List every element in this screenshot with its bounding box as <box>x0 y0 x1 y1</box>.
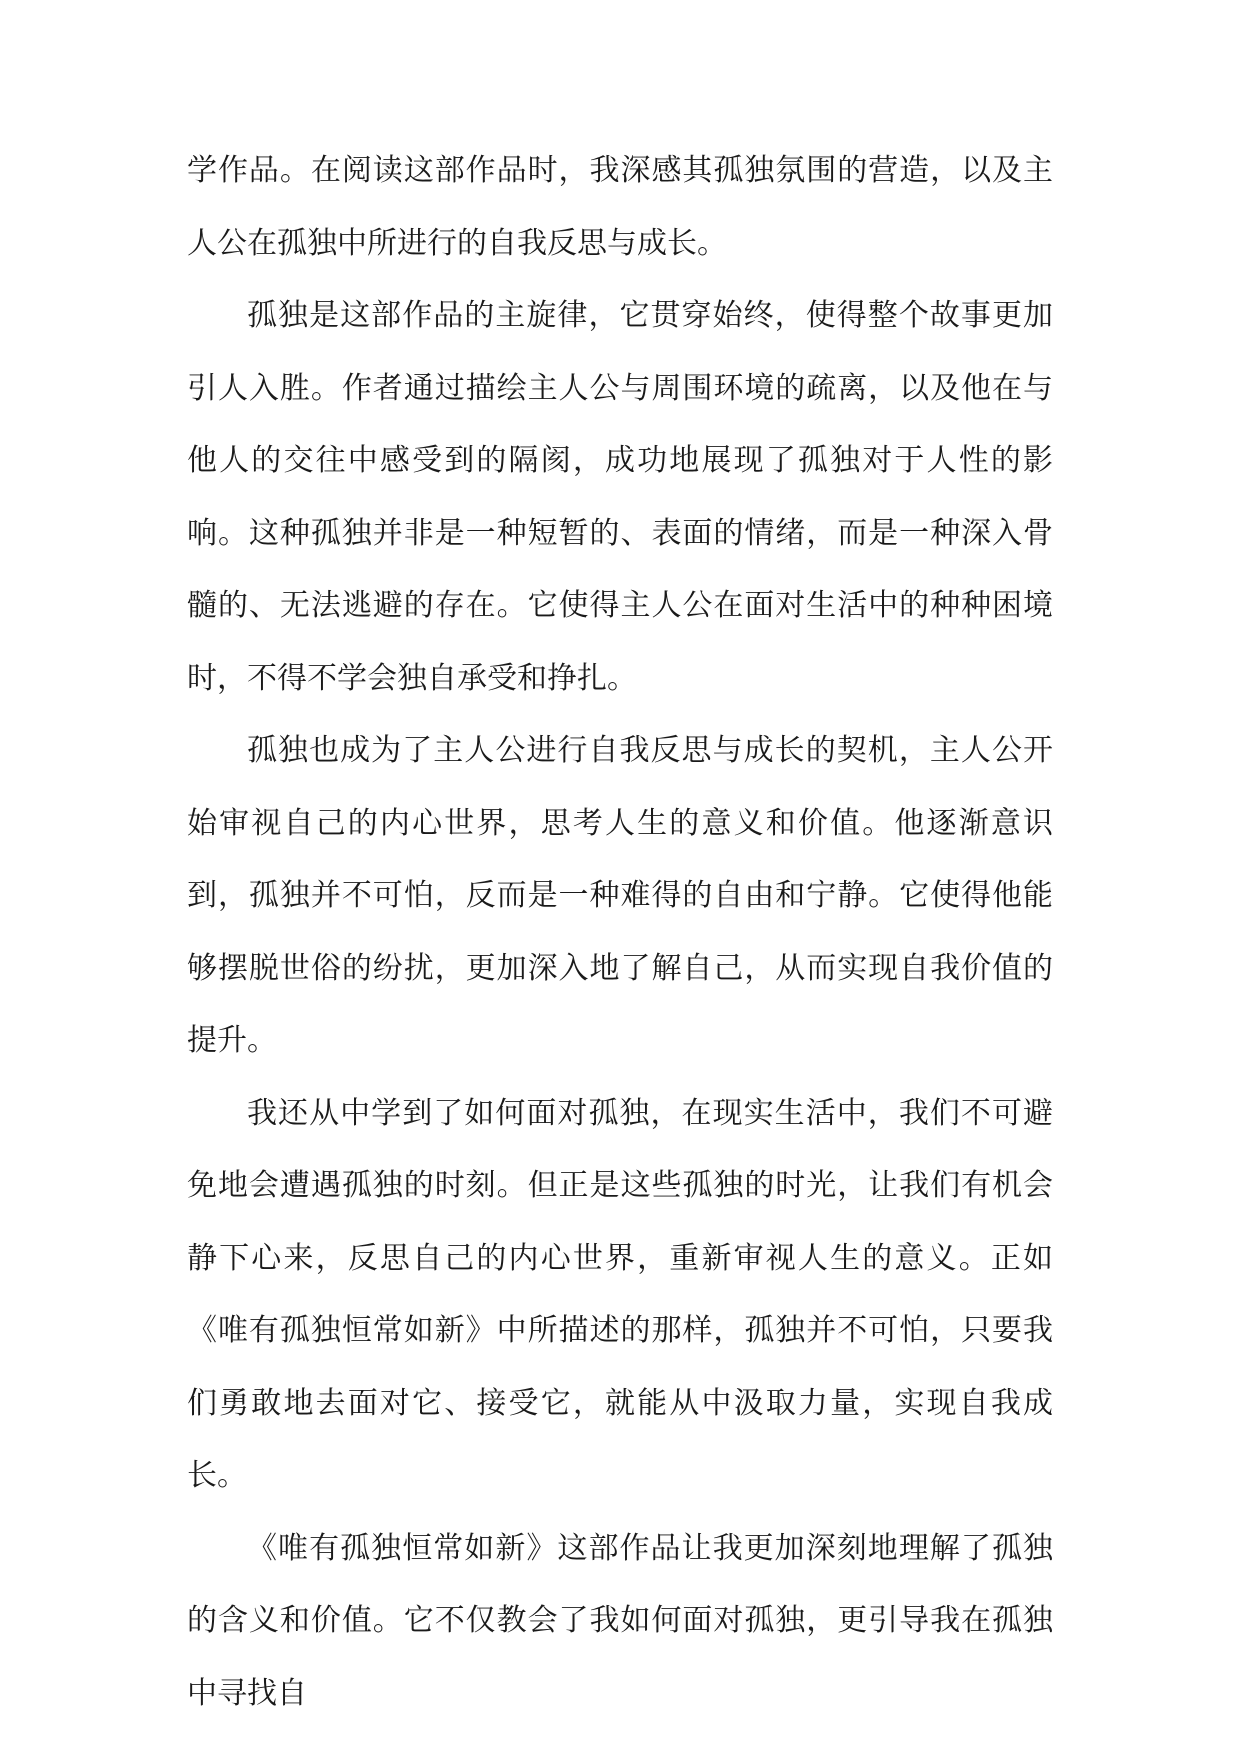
paragraph-1: 学作品。在阅读这部作品时，我深感其孤独氛围的营造，以及主人公在孤独中所进行的自我反思与成长。 <box>187 153 1053 261</box>
paragraph-4: 我还从中学到了如何面对孤独，在现实生活中，我们不可避免地会遭遇孤独的时刻。但正是这些孤独的时光，让我们有机会静下心来，反思自己的内心世界，重新审视人生的意义。正如《唯有孤独恒常如新》中所描述的那样，孤独并不可怕，只要我们勇敢地去面对它、接受它，就能从中汲取力量，实现自我成长。 <box>187 1095 1053 1493</box>
body-text <box>187 135 1053 1730</box>
paragraph-2: 孤独是这部作品的主旋律，它贯穿始终，使得整个故事更加引人入胜。作者通过描绘主人公与周围环境的疏离，以及他在与他人的交往中感受到的隔阂，成功地展现了孤独对于人性的影响。这种孤独并非是一种短暂的、表面的情绪，而是一种深入骨髓的、无法逃避的存在。它使得主人公在面对生活中的种种困境时，不得不学会独自承受和挣扎。 <box>187 298 1053 696</box>
paragraph-3: 孤独也成为了主人公进行自我反思与成长的契机，主人公开始审视自己的内心世界，思考人生的意义和价值。他逐渐意识到，孤独并不可怕，反而是一种难得的自由和宁静。它使得他能够摆脱世俗的纷扰，更加深入地了解自己，从而实现自我价值的提升。 <box>187 733 1053 1058</box>
paragraph-5: 《唯有孤独恒常如新》这部作品让我更加深刻地理解了孤独的含义和价值。它不仅教会了我如何面对孤独，更引导我在孤独中寻找自 <box>187 1530 1053 1711</box>
